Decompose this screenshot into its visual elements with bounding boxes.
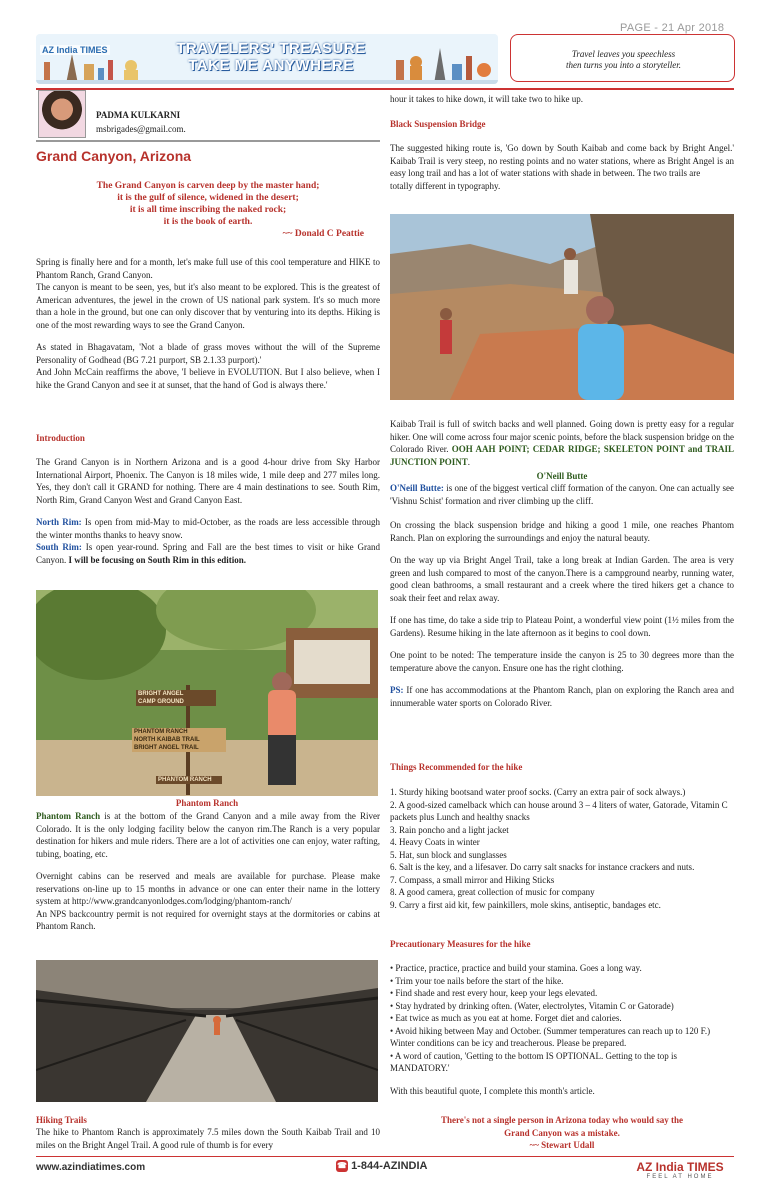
trail-sign-bottom: PHANTOM RANCH bbox=[156, 776, 222, 784]
trail-sign-lower: PHANTOM RANCH NORTH KAIBAB TRAIL BRIGHT ANGEL TRAIL bbox=[132, 728, 226, 752]
canyon-hikers-photo bbox=[390, 214, 734, 400]
author-rule bbox=[36, 140, 380, 142]
footer-phone: ☎ 1-844-AZINDIA bbox=[337, 1160, 428, 1172]
list-item: • Find shade and rest every hour, keep your legs elevated. bbox=[390, 988, 598, 998]
list-item: • Avoid hiking between May and October. (Summer temperatures can reach up to 120 F.) Winter conditions can be icy and treacherous. Please be prepared. bbox=[390, 1025, 711, 1048]
precaution-list: • Practice, practice, practice and build your stamina. Goes a long way. • Trim your toe nails before the start of the hike. • Find shade and rest every hour, keep your legs elevated. • Stay hydrated by drinking often. (Water, electrolytes, Vitamin C or Gatorade) • Eat twice as much as you eat at home. Forget diet and calories. • Avoid hiking between May and October. (Summer temperatures can reach up to 120 F.) Winter conditions can be icy and treacherous. Please be prepared. • A word of caution, 'Getting to the bottom IS OPTIONAL. Getting to the top is MANDATORY.' With this beautiful quote, I complete this month's article. bbox=[390, 962, 734, 1097]
list-item: • Trim your toe nails before the start of the hike. bbox=[390, 975, 564, 986]
suspension-bridge-photo bbox=[36, 960, 378, 1102]
list-item: • A word of caution, 'Getting to the bottom IS OPTIONAL. Getting to the top is MANDATORY.' bbox=[390, 1050, 677, 1073]
list-item: 5. Hat, sun block and sunglasses bbox=[390, 849, 507, 860]
author-avatar bbox=[38, 90, 86, 138]
things-list bbox=[390, 786, 734, 911]
article-title: Grand Canyon, Arizona bbox=[36, 148, 192, 164]
list-item: 7. Compass, a small mirror and Hiking Sticks bbox=[390, 874, 555, 885]
oneill-text: O'Neill Butte: is one of the biggest vertical cliff formation of the canyon. One can actually see 'Vishnu Schist' formation and river climbing up the cliff. On crossing the black suspension bridge and hiking a good 1 mile, one reaches Phantom Ranch. Plan on exploring the surroundings and enjoy the natural beauty. On the way up via Bright Angel Trail, take a long break at Indian Garden. The area is very green and lush compared to most of the canyon.There is a campground nearby, running water, good clean bathrooms, a small restaurant and a creek where the tired hikers get a chance to soak their feet and relax away. If one has time, do take a side trip to Plateau Point, a wonderful view point (1½ miles from the Gardens). Resume hiking in the late afternoon as it begins to cool down. One point to be noted: The temperature inside the canyon is 25 to 30 degrees more than the temperature above the canyon. Ensure one has the right clothing. PS: If one has accommodations at the Phantom Ranch, plan on exploring the Ranch area and innumerable water sports on Colorado River. bbox=[390, 483, 734, 708]
hiking-trails-text: The hike to Phantom Ranch is approximately 7.5 miles down the South Kaibab Trail and 10 miles on the Bright Angel Trail. A good rule of thumb is for every bbox=[36, 1127, 380, 1150]
footer-rule bbox=[36, 1156, 734, 1157]
phantom-ranch-text: Phantom Ranch is at the bottom of the Grand Canyon and a mile away from the River Colorado. It is the only lodging facility below the canyon rim.The Ranch is a very popular destination for hikers and mule riders. There are a lot of activities one can enjoy, water rafting, tubing, boating, etc. Overnight cabins can be reserved and meals are available for purchase. Please make reservations on-line up to 15 months in advance or one can enter their name in the lottery system at http://www.grandcanyonlodges.com/lodging/phantom-ranch/ An NPS backcountry permit is not required for overnight stays at the dormitories or cabins at Phantom Ranch. bbox=[36, 811, 380, 931]
list-item: 2. A good-sized camelback which can house around 3 – 4 liters of water, Gatorade, Vitamin C packets plus Lunch and healthy snacks bbox=[390, 799, 728, 822]
trail-sign: BRIGHT ANGEL CAMP GROUND bbox=[136, 690, 216, 706]
az-india-times-logo: AZ India TIMES bbox=[42, 45, 108, 55]
author-name: PADMA KULKARNI bbox=[96, 110, 181, 120]
author-email: msbrigades@gmail.com. bbox=[96, 124, 186, 134]
oneill-caption: O'Neill Butte bbox=[536, 471, 588, 481]
introduction-heading: Introduction bbox=[36, 433, 85, 443]
header-quote-box bbox=[510, 34, 735, 82]
bridge-heading: Black Suspension Bridge bbox=[390, 119, 486, 129]
list-item: 3. Rain poncho and a light jacket bbox=[390, 824, 509, 835]
list-item: 6. Salt is the key, and a lifesaver. Do carry salt snacks for instance crackers and nuts. bbox=[390, 862, 695, 872]
introduction-text: The Grand Canyon is in Northern Arizona and is a good 4-hour drive from Sky Harbor International Airport, Phoenix. The Canyon is 18 miles wide, 1 mile deep and 277 miles long. Yes, they don't call it GRAND for nothing. There are 4 main destinations to see. South Rim, North Rim, Grand Canyon West and Grand Canyon East. North Rim: Is open from mid-May to mid-October, as the roads are less accessible through the winter months thanks to heavy snow. South Rim: Is open year-round. Spring and Fall are the best times to visit or hike Grand Canyon. I will be focusing on South Rim in this edition. bbox=[36, 457, 380, 565]
intro-text: Spring is finally here and for a month, let's make full use of this cool temperature and HIKE to Phantom Ranch, Grand Canyon. The canyon is meant to be seen, yes, but it's also meant to be explored. This is the greatest of American adventures, the jewel in the crown of US national park system. It's so much more than a hole in the ground, but one can only discover that by venturing into its depths. Hiking is one of the most rewarding ways to see the Grand Canyon. As stated in Bhagavatam, 'Not a blade of grass moves without the will of the Supreme Personality of Godhead (BG 7.21 purport, SB 2.1.33 purport).' And John McCain reaffirms the above, 'I believe in EVOLUTION. But I also believe, when I hike the Grand Canyon and see it at sunset, that the hand of God is always there.' bbox=[36, 257, 380, 390]
list-item: • Eat twice as much as you eat at home. Forget diet and calories. bbox=[390, 1013, 622, 1023]
kaibab-text: Kaibab Trail is full of switch backs and well planned. Going down is pretty easy for a regular hiker. One will come across four major scenic points, before the black suspension bridge on the Colorado River. OOH AAH POINT; CEDAR RIDGE; SKELETON POINT and TRAIL JUNCTION POINT. bbox=[390, 419, 734, 467]
list-item: • Stay hydrated by drinking often. (Water, electrolytes, Vitamin C or Gatorade) bbox=[390, 1000, 674, 1011]
list-item: • Practice, practice, practice and build your stamina. Goes a long way. bbox=[390, 963, 642, 973]
hiking-trails-heading: Hiking Trails bbox=[36, 1115, 87, 1125]
phantom-ranch-photo bbox=[36, 590, 378, 796]
things-heading: Things Recommended for the hike bbox=[390, 762, 523, 772]
list-item: 9. Carry a first aid kit, few painkillers, mole skins, antiseptic, bandages etc. bbox=[390, 899, 661, 910]
closing-quote: There's not a single person in Arizona today who would say the Grand Canyon was a mistake. ~~ Stewart Udall bbox=[440, 1115, 684, 1150]
footer-logo: AZ India TIMES FEEL AT HOME bbox=[636, 1160, 724, 1180]
phone-icon: ☎ bbox=[337, 1161, 347, 1171]
continued-text: hour it takes to hike down, it will take two to hike up. bbox=[390, 94, 583, 104]
precaution-heading: Precautionary Measures for the hike bbox=[390, 939, 531, 949]
list-item: 4. Heavy Coats in winter bbox=[390, 837, 480, 847]
footer-url[interactable]: www.azindiatimes.com bbox=[36, 1162, 146, 1173]
banner-title: TRAVELERS' TREASURE TAKE ME ANYWHERE bbox=[176, 40, 366, 74]
bridge-text: The suggested hiking route is, 'Go down by South Kaibab and come back by Bright Angel.' Kaibab Trail is very steep, no resting points and no water stations, where as Bright Angel is an easy long trail and has a lot of water stations with shade in between. The two trails are totally different in typography. bbox=[390, 143, 734, 191]
header-rule bbox=[36, 88, 734, 90]
list-item: 8. A good camera, great collection of music for company bbox=[390, 887, 595, 897]
header-quote: Travel leaves you speechless then turns you into a storyteller. bbox=[566, 49, 681, 70]
page-label: PAGE - 21 Apr 2018 bbox=[620, 22, 725, 34]
phantom-ranch-caption: Phantom Ranch bbox=[175, 798, 239, 808]
list-item: 1. Sturdy hiking bootsand water proof socks. (Carry an extra pair of sock always.) bbox=[390, 787, 686, 797]
epigraph: The Grand Canyon is carven deep by the master hand; it is the gulf of silence, widened in the desert; it is all time inscribing the naked rock; it is the book of earth. ~~ Donald C Peattie bbox=[96, 181, 364, 239]
